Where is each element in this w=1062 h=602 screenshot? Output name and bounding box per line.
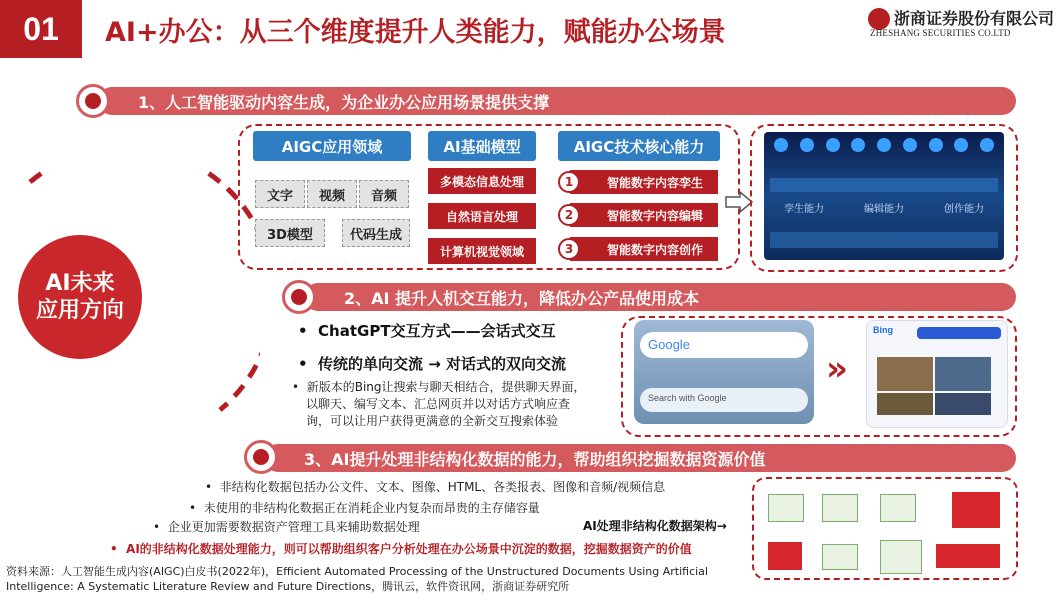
google-logo: Google xyxy=(648,337,690,352)
google-search-input: Search with Google xyxy=(648,393,727,403)
capability-num-2: 2 xyxy=(558,204,580,226)
tag-video: 视频 xyxy=(307,180,357,208)
section3-line-1: • 非结构化数据包括办公文件、文本、图像、HTML、各类报表、图像和音频/视频信息 xyxy=(205,480,666,494)
section3-marker-icon xyxy=(244,440,278,474)
image-label-create: 创作能力 xyxy=(944,204,984,215)
company-name-cn: 浙商证券股份有限公司 xyxy=(894,9,1055,28)
section3-title: 3、AI提升处理非结构化数据的能力，帮助组织挖掘数据资源价值 xyxy=(304,449,766,469)
tag-3d-model: 3D模型 xyxy=(255,219,325,247)
aigc-core-capability-header: AIGC技术核心能力 xyxy=(558,131,720,161)
capability-num-1: 1 xyxy=(558,171,580,193)
section2-title: 2、AI 提升人机交互能力，降低办公产品使用成本 xyxy=(344,288,700,308)
section2-marker-icon xyxy=(282,280,316,314)
model-nlp: 自然语言处理 xyxy=(428,203,536,229)
tag-audio: 音频 xyxy=(359,180,409,208)
aigc-application-header: AIGC应用领域 xyxy=(253,131,411,161)
tag-text: 文字 xyxy=(255,180,305,208)
capability-create: 智能数字内容创作 xyxy=(570,237,718,261)
aigc-illustration xyxy=(764,132,1004,260)
section1-title: 1、人工智能驱动内容生成，为企业办公应用场景提供支撑 xyxy=(138,92,550,112)
image-label-twin: 孪生能力 xyxy=(784,204,824,215)
double-chevron-icon: » xyxy=(826,349,848,389)
page-title: AI+办公：从三个维度提升人类能力，赋能办公场景 xyxy=(105,17,726,48)
section3-line-2: • 未使用的非结构化数据正在消耗企业内复杂而昂贵的主存储容量 xyxy=(189,501,540,515)
footer-source: 资料来源：人工智能生成内容(AIGC)白皮书(2022年)，Efficient Automated Processing of the Unstructured Documents Using Artificial Intelligence: A Systematic Literature Review and Future Directions，腾讯云，软件资讯网，浙商证券研究所 xyxy=(6,565,708,593)
company-logo-icon xyxy=(868,8,890,30)
model-cv: 计算机视觉领域 xyxy=(428,238,536,264)
section2-title-bar xyxy=(304,283,1016,311)
ai-base-model-header: AI基础模型 xyxy=(428,131,536,161)
image-label-edit: 编辑能力 xyxy=(864,204,904,215)
google-phone-screenshot xyxy=(634,320,814,424)
section1-marker-icon xyxy=(76,84,110,118)
model-multimodal: 多模态信息处理 xyxy=(428,168,536,194)
section-number-badge: 01 xyxy=(0,0,82,58)
section2-detail: • 新版本的Bing让搜索与聊天相结合，提供聊天界面， 以聊天、编写文本、汇总网页并以对话方式响应查 询，可以让用户获得更满意的全新交互搜索体验 xyxy=(292,380,586,428)
section2-bullet-2: • 传统的单向交流 → 对话式的双向交流 xyxy=(298,355,567,373)
architecture-label: AI处理非结构化数据架构→ xyxy=(583,519,727,533)
capability-num-3: 3 xyxy=(558,238,580,260)
architecture-diagram xyxy=(764,484,1008,574)
tag-code-gen: 代码生成 xyxy=(342,219,410,247)
center-label: AI未来应用方向 xyxy=(35,270,124,323)
section3-highlight: • AI的非结构化数据处理能力，则可以帮助组织客户分析处理在办公场景中沉淀的数据，挖掘数据资产的价值 xyxy=(110,542,692,556)
ai-future-direction-circle xyxy=(18,235,142,359)
section3-line-3: • 企业更加需要数据资产管理工具来辅助数据处理 xyxy=(153,520,420,534)
bing-chat-screenshot xyxy=(866,320,1008,428)
section1-title-bar xyxy=(98,87,1016,115)
bing-logo: Bing xyxy=(873,325,893,335)
capability-edit: 智能数字内容编辑 xyxy=(570,203,718,227)
company-name-en: ZHESHANG SECURITIES CO.LTD xyxy=(870,28,1011,38)
capability-twin: 智能数字内容孪生 xyxy=(570,170,718,194)
section3-title-bar xyxy=(264,444,1016,472)
section2-bullet-1: • ChatGPT交互方式——会话式交互 xyxy=(298,322,556,340)
